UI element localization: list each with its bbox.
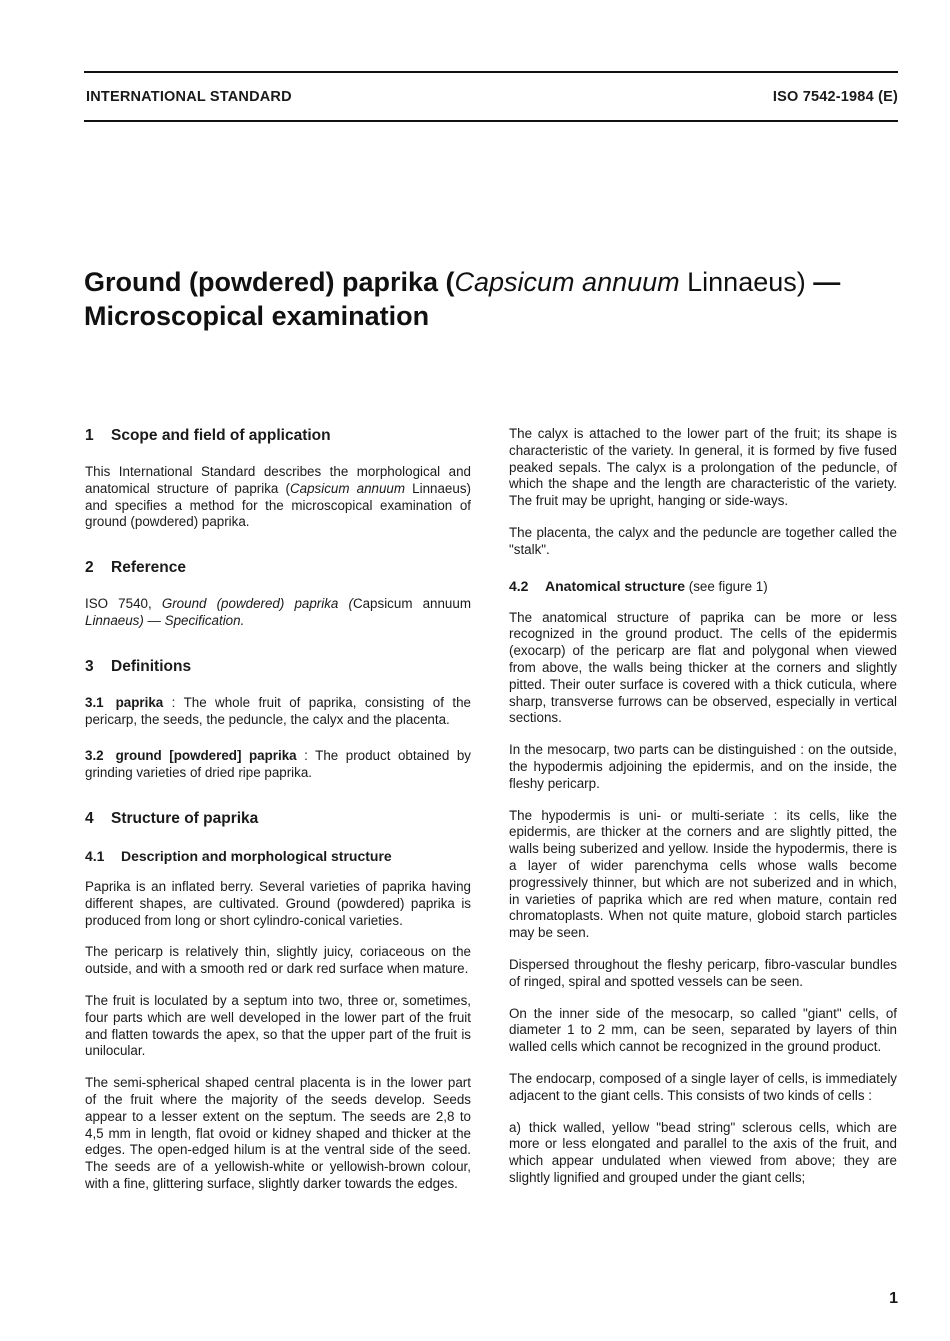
right-para-6: Dispersed throughout the fleshy pericarp, fibro-vascular bundles of ringed, spiral and spotted vessels can be seen. bbox=[509, 956, 897, 989]
section-4-heading: 4 Structure of paprika bbox=[85, 809, 259, 827]
section-4-1-para-1: Paprika is an inflated berry. Several varieties of paprika having different shapes, are cultivated. Ground (powdered) paprika is produced from long or short cylindro-conical varieties. bbox=[85, 878, 471, 928]
header-standard-label: INTERNATIONAL STANDARD bbox=[86, 89, 292, 105]
section-4-1-para-2: The pericarp is relatively thin, slightly juicy, coriaceous on the outside, and with a smooth red or dark red surface when mature. bbox=[85, 944, 471, 977]
section-3-heading: 3 Definitions bbox=[85, 657, 192, 675]
right-para-1: The calyx is attached to the lower part of the fruit; its shape is characteristic of the variety. In general, it is formed by five fused peaked sepals. The calyx is a prolongation of the peduncle, of which the shape and the length are characteristic of the variety. The fruit may be upright, hanging or side-ways. bbox=[509, 426, 897, 509]
section-4-1-heading: 4.1 Description and morphological structure bbox=[85, 847, 392, 864]
title-line2: Microscopical examination bbox=[84, 301, 430, 331]
section-2-heading: 2 Reference bbox=[85, 559, 186, 577]
section-2-text: ISO 7540, Ground (powdered) paprika (Capsicum annuum Linnaeus) — Specification. bbox=[85, 596, 471, 628]
list-item-a: a) thick walled, yellow "bead string" sclerous cells, which are more or less elongated and parallel to the axis of the fruit, and which appear undulated when viewed from above; they are slightly lignified and grouped under the giant cells; bbox=[509, 1119, 897, 1185]
page-number: 1 bbox=[889, 1290, 898, 1307]
right-para-7: On the inner side of the mesocarp, so called "giant" cells, of diameter 1 to 2 mm, can be seen, separated by layers of thin walled cells which cannot be recognized in the ground product. bbox=[509, 1005, 897, 1055]
header-rule-bottom bbox=[84, 120, 898, 122]
title-part1: Ground (powdered) paprika ( bbox=[84, 267, 455, 297]
right-para-2: The placenta, the calyx and the peduncle are together called the "stalk". bbox=[509, 524, 897, 557]
section-1-heading: 1 Scope and field of application bbox=[85, 427, 331, 444]
title-italic: Capsicum annuum bbox=[454, 267, 680, 297]
left-column bbox=[85, 426, 471, 1193]
definition-3-1: 3.1 paprika : The whole fruit of paprika, consisting of the pericarp, the seeds, the peduncle, the calyx and the placenta. bbox=[85, 694, 471, 727]
section-1-text: This International Standard describes the morphological and anatomical structure of paprika (Capsicum annuum Linnaeus) and specifies a method for the microscopical examination of ground (powdered) paprika. bbox=[85, 464, 471, 530]
section-4-2-heading: 4.2 Anatomical structure (see figure 1) bbox=[509, 577, 768, 594]
title-plain: Linnaeus) bbox=[679, 267, 806, 297]
title-dash: — bbox=[805, 267, 841, 297]
section-4-1-para-3: The fruit is loculated by a septum into two, three or, sometimes, four parts which are well developed in the lower part of the fruit and flatten towards the apex, so that the upper part of the fruit is unilocular. bbox=[85, 992, 471, 1059]
document-title bbox=[84, 265, 904, 333]
right-para-4: In the mesocarp, two parts can be distinguished : on the outside, the hypodermis adjoining the epidermis, and on the inside, the fleshy pericarp. bbox=[509, 742, 897, 791]
right-para-5: The hypodermis is uni- or multi-seriate : its cells, like the epidermis, are thicker at the corners and are slightly pitted, the walls being suberized and yellow. Inside the hypodermis, there is a layer of wider parenchyma cells whose walls become progressively thinner, but which are not suberized and in which, in varieties of paprika which are red when mature, contain red chromatoplasts. When not quite mature, globoid starch particles may be seen. bbox=[509, 807, 897, 941]
header-standard-number: ISO 7542-1984 (E) bbox=[772, 89, 898, 105]
right-para-8: The endocarp, composed of a single layer of cells, is immediately adjacent to the giant cells. This consists of two kinds of cells : bbox=[509, 1070, 897, 1103]
definition-3-2: 3.2 ground [powdered] paprika : The product obtained by grinding varieties of dried ripe paprika. bbox=[85, 748, 471, 781]
header-rule-top bbox=[84, 71, 898, 73]
section-4-1-para-4: The semi-spherical shaped central placenta is in the lower part of the fruit where the majority of the seeds develop. Seeds appear to a lesser extent on the septum. The seeds are 2,8 to 4,5 mm in length, flat ovoid or kidney shaped and thicker at the edges. The open-edged hilum is at the ventral side of the seed. The seeds are of a yellowish-white or yellowish-brown colour, with a fine, glittering surface, slightly darker towards the edges. bbox=[85, 1075, 471, 1191]
right-column bbox=[509, 426, 897, 1187]
right-para-3: The anatomical structure of paprika can be more or less recognized in the ground product. The cells of the epidermis (exocarp) of the pericarp are flat and polygonal when viewed from above, the walls being thicker at the corners and slightly pitted. Their outer surface is covered with a thick cuticula, where sharp, transverse furrows can be observed, especially in vertical sections. bbox=[509, 609, 897, 726]
